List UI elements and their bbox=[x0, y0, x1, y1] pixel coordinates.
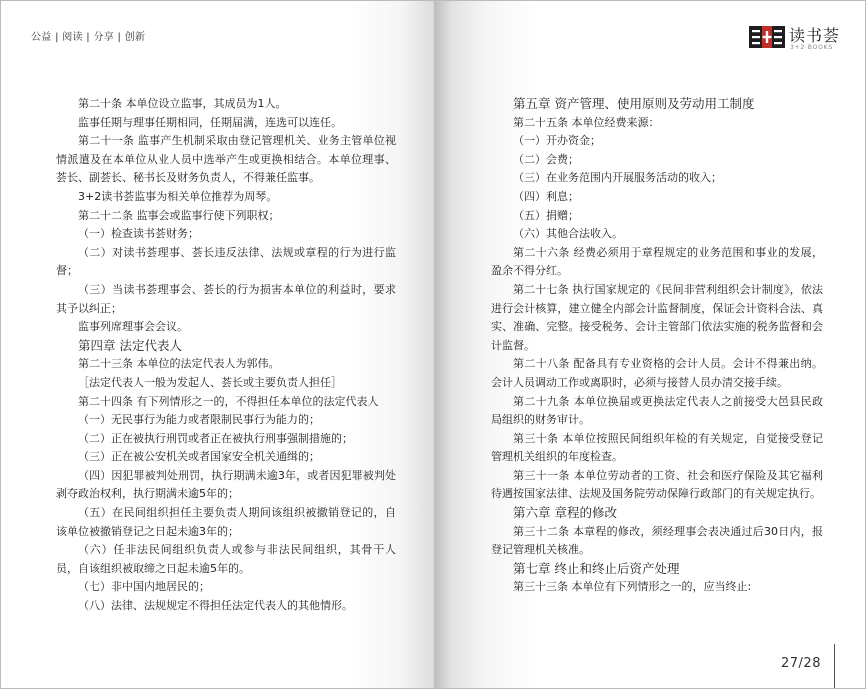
article-paragraph: 第三十二条 本章程的修改，须经理事会表决通过后30日内，报登记管理机关核准。 bbox=[491, 524, 823, 557]
chapter-heading: 第六章 章程的修改 bbox=[513, 505, 617, 521]
article-paragraph: （二）对读书荟理事、荟长违反法律、法规或章程的行为进行监督； bbox=[56, 245, 396, 278]
page-number: 27/28 bbox=[781, 656, 821, 671]
article-paragraph: （二）正在被执行刑罚或者正在被执行刑事强制措施的； bbox=[78, 431, 353, 445]
left-page-text bbox=[56, 95, 396, 616]
article-paragraph: 监事任期与理事任期相同，任期届满，连选可以连任。 bbox=[78, 115, 342, 129]
article-paragraph: 3+2读书荟监事为相关单位推荐为周琴。 bbox=[78, 189, 278, 203]
article-paragraph: （三）当读书荟理事会、荟长的行为损害本单位的利益时，要求其予以纠正； bbox=[56, 282, 396, 315]
page-header-tagline: 公益 | 阅读 | 分享 | 创新 bbox=[31, 32, 146, 43]
article-paragraph: 第二十条 本单位设立监事，其成员为1人。 bbox=[78, 97, 287, 110]
article-paragraph: ［法定代表人一般为发起人、荟长或主要负责人担任］ bbox=[78, 375, 342, 389]
article-paragraph: （三）在业务范围内开展服务活动的收入； bbox=[513, 171, 722, 185]
article-paragraph: （四）利息； bbox=[513, 189, 579, 203]
article-paragraph: 第二十四条 有下列情形之一的，不得担任本单位的法定代表人 bbox=[78, 394, 379, 408]
article-paragraph: 第二十九条 本单位换届或更换法定代表人之前接受大邑县民政局组织的财务审计。 bbox=[491, 394, 823, 427]
article-paragraph: （一）开办资金； bbox=[513, 134, 601, 148]
club-logo-icon bbox=[749, 26, 785, 48]
article-paragraph: 第三十一条 本单位劳动者的工资、社会和医疗保险及其它福利待遇按国家法律、法规及国务院劳动保障行政部门的有关规定执行。 bbox=[491, 468, 823, 501]
article-paragraph: 第二十七条 执行国家规定的《民间非营利组织会计制度》，依法进行会计核算，建立健全内部会计监督制度，保证会计资料合法、真实、准确、完整。接受税务、会计主管部门依法实施的税务监督和会计监督。 bbox=[491, 282, 823, 352]
article-paragraph: 第二十五条 本单位经费来源： bbox=[513, 115, 660, 129]
article-paragraph: 第三十条 本单位按照民间组织年检的有关规定，自觉接受登记管理机关组织的年度检查。 bbox=[491, 431, 823, 464]
article-paragraph: （五）捐赠； bbox=[513, 208, 579, 222]
chapter-heading: 第五章 资产管理、使用原则及劳动用工制度 bbox=[513, 96, 755, 111]
article-paragraph: 监事列席理事会会议。 bbox=[78, 320, 188, 334]
article-paragraph: （二）会费； bbox=[513, 152, 579, 166]
page-number-rule bbox=[834, 644, 835, 688]
article-paragraph: （六）其他合法收入。 bbox=[513, 227, 623, 241]
article-paragraph: 第二十六条 经费必须用于章程规定的业务范围和事业的发展，盈余不得分红。 bbox=[491, 245, 823, 278]
article-paragraph: 第二十八条 配备具有专业资格的会计人员。会计不得兼出纳。会计人员调动工作或离职时，必须与接替人员办清交接手续。 bbox=[491, 357, 823, 389]
right-page-text bbox=[491, 95, 823, 597]
article-paragraph: （五）在民间组织担任主要负责人期间该组织被撤销登记的，自该单位被撤销登记之日起未逾3年的； bbox=[56, 506, 396, 538]
article-paragraph: （一）检查读书荟财务； bbox=[78, 227, 199, 241]
article-paragraph: （四）因犯罪被判处刑罚，执行期满未逾3年，或者因犯罪被判处剥夺政治权利，执行期满未逾5年的； bbox=[56, 468, 396, 501]
article-paragraph: （六）任非法民间组织负责人或参与非法民间组织，其骨干人员，自该组织被取缔之日起未逾5年的。 bbox=[56, 543, 396, 575]
article-paragraph: 第二十三条 本单位的法定代表人为郭伟。 bbox=[78, 357, 280, 371]
article-paragraph: 第三十三条 本单位有下列情形之一的，应当终止: bbox=[513, 580, 752, 594]
article-paragraph: 第二十一条 监事产生机制采取由登记管理机关、业务主管单位视情派遣及在本单位从业人员中选举产生或更换相结合。本单位理事、荟长、副荟长、秘书长及财务负责人，不得兼任监事。 bbox=[56, 134, 396, 185]
club-subtitle: 3+2 BOOKS bbox=[790, 44, 833, 51]
chapter-heading: 第七章 终止和终止后资产处理 bbox=[513, 560, 680, 576]
club-logo bbox=[749, 23, 841, 53]
article-paragraph: （三）正在被公安机关或者国家安全机关通缉的； bbox=[78, 450, 320, 464]
article-paragraph: （一）无民事行为能力或者限制民事行为能力的； bbox=[78, 413, 320, 427]
article-paragraph: （七）非中国内地居民的； bbox=[78, 580, 210, 594]
article-paragraph: 第二十二条 监事会或监事行使下列职权； bbox=[78, 208, 280, 222]
club-name: 读书荟 bbox=[789, 26, 841, 45]
chapter-heading: 第四章 法定代表人 bbox=[78, 337, 182, 353]
article-paragraph: （八）法律、法规规定不得担任法定代表人的其他情形。 bbox=[78, 599, 353, 613]
